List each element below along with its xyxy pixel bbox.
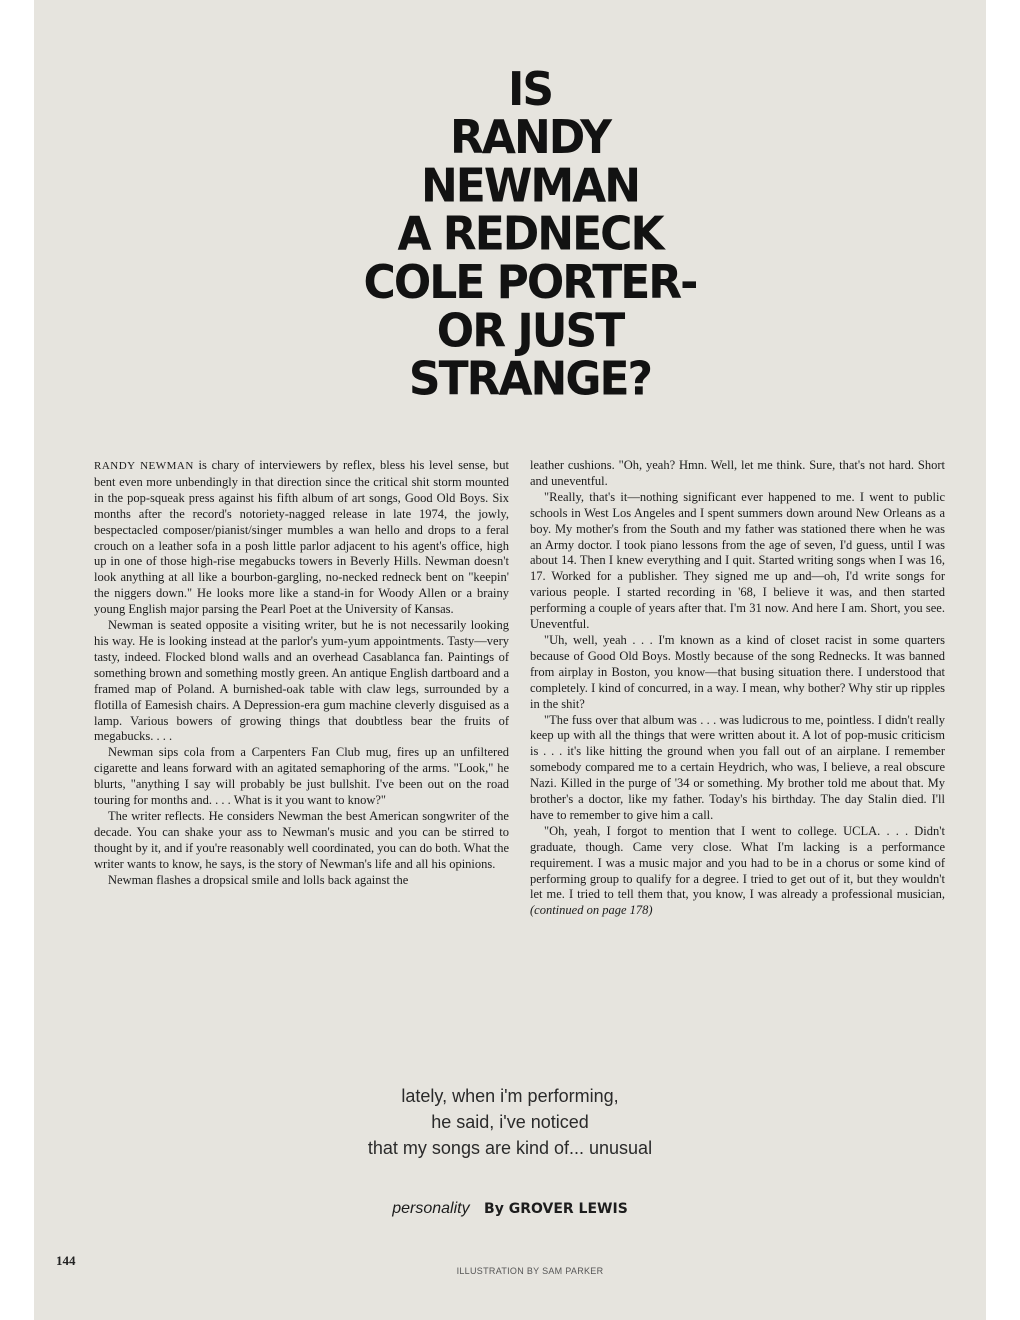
article-paragraph <box>530 824 945 919</box>
headline-line: COLE PORTER- <box>363 256 697 310</box>
author-name: By GROVER LEWIS <box>484 1201 628 1217</box>
article-column-right <box>530 458 945 919</box>
pull-quote <box>290 1083 730 1161</box>
article-paragraph: "The fuss over that album was . . . was ludicrous to me, pointless. I didn't really keep up with all the things that were written about it. A lot of pop-music criticism is . . . it's like hitting the ground when you fall out of an airplane. I remember somebody compared me to a certain Heydrich, who was, I believe, a real obscure Nazi. Killed in the purge of '34 or something. My brother told me about that. My brother's a doctor, like my father. Today's his birthday. The day Stalin died. I'll have to remember to give him a call. <box>530 712 945 822</box>
article-column-left <box>94 458 509 888</box>
article-paragraph: Newman flashes a dropsical smile and lolls back against the <box>108 872 409 887</box>
article-paragraph: The writer reflects. He considers Newman the best American songwriter of the decade. You can shake your ass to Newman's music and you can be stirred to thought by it, and if you're reasonably well coordinated, you can do both. What the writer wants to know, he says, is the story of Newman's life and all his opinions. <box>94 808 509 871</box>
paragraph-text: is chary of interviewers by reflex, bless his level sense, but bent even more unbendingly in that direction since the critical shit storm mounted in the pop-squeak press against his fifth album of art songs, Good Old Boys. Six months after the record's notoriety-nagged release in late 1974, the jowly, bespectacled composer/pianist/singer mumbles a wan hello and drops to a feral crouch on a leather sofa in a posh little parlor adjacent to his agent's office, high up in one of those high-rise megabucks towers in Beverly Hills. Newman doesn't look anything at all like a bourbon-gargling, no-necked redneck bent on "keepin' the niggers down." He looks more like a stand-in for Woody Allen or a brainy young English major parsing the Pearl Poet at the University of Kansas. <box>94 458 509 617</box>
article-paragraph: leather cushions. "Oh, yeah? Hmn. Well, let me think. Sure, that's not hard. Short and uneventful. <box>530 458 945 488</box>
pull-quote-line: that my songs are kind of... unusual <box>367 1138 653 1158</box>
headline-line: NEWMAN <box>420 159 640 213</box>
article-paragraph: "Really, that's it—nothing significant ever happened to me. I went to public schools in West Los Angeles and I spent summers down around New Orleans as a boy. My mother's from the South and my father was stationed there when he was an Army doctor. I took piano lessons from the age of seven, I'd guess, until I was about 14. Then I knew everything and I quit. Started writing songs when I was 16, 17. Worked for a publisher. They signed me up and—oh, I'd write songs for various people. I started recording in '68, I believe it was, and then started performing a couple of years after that. I'm 31 now. And here I am. Short, you see. Uneventful. <box>530 489 945 632</box>
continued-note: (continued on page 178) <box>530 903 653 918</box>
byline <box>290 1200 730 1218</box>
article-paragraph: Newman is seated opposite a visiting writer, but he is not necessarily looking his way. He is looking instead at the parlor's yum-yum appointments. Tasty—very tasty, indeed. Flocked blond walls and an overhead Casablanca fan. Paintings of something brown and something mostly green. An antique English dartboard and a framed map of Poland. A burnished-oak table with claw legs, surrounded by a flotilla of Eamesish chairs. A Depression-era gum machine cleverly disguised as a lamp. Various bowers of growing things that doubtless bear the fruits of megabucks. . . . <box>94 618 509 744</box>
article-paragraph: Newman sips cola from a Carpenters Fan Club mug, fires up an unfiltered cigarette and leans forward with an agitated semaphoring of the arms. "Look," he blurts, "anything I say will probably be just bullshit. I've been out on the road touring for months and. . . . What is it you want to know?" <box>94 745 509 808</box>
page-number: 144 <box>56 1253 76 1268</box>
lead-in-name: RANDY NEWMAN <box>94 460 194 472</box>
paragraph-text: "Oh, yeah, I forgot to mention that I went to college. UCLA. . . . Didn't graduate, though. Came very close. What I'm lacking is a performance requirement. I was a music major and you had to be in a chorus or some kind of performing group to qualify for a degree. I tried to get out of it, but they wouldn't let me. I tried to tell them that, you know, I was already a professional musician, <box>530 823 945 902</box>
headline <box>270 62 790 407</box>
pull-quote-line: lately, when i'm performing, <box>401 1086 619 1106</box>
article-paragraph: "Uh, well, yeah . . . I'm known as a kind of closet racist in some quarters because of Good Old Boys. Mostly because of the song Rednecks. It was banned from airplay in Boston, you know—that busing situation there. I understood that completely. I kind of concurred, in a way. I mean, why bother? Why stir up ripples in the shit? <box>530 632 945 711</box>
illustration-credit: ILLUSTRATION BY SAM PARKER <box>456 1266 604 1276</box>
headline-line: STRANGE? <box>408 352 652 407</box>
headline-line: OR JUST <box>436 304 624 358</box>
pull-quote-line: he said, i've noticed <box>431 1112 589 1132</box>
department-label: personality <box>392 1200 470 1217</box>
headline-line: IS <box>507 62 553 117</box>
article-paragraph <box>94 458 509 618</box>
headline-line: A REDNECK <box>397 207 663 262</box>
headline-line: RANDY <box>450 111 610 165</box>
